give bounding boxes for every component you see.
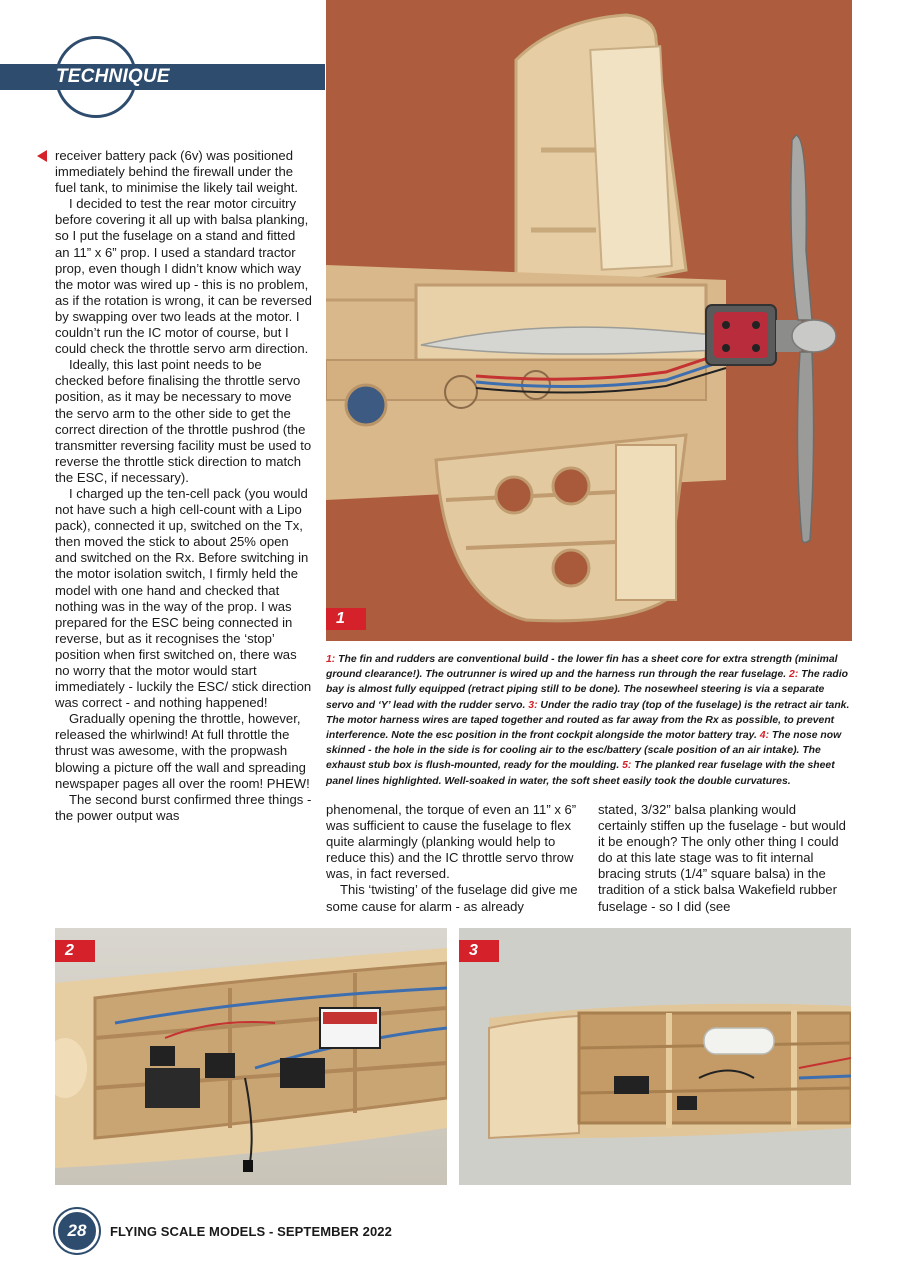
- paragraph: This ‘twisting’ of the fuselage did give me some cause for alarm - as already: [326, 882, 578, 914]
- paragraph: I charged up the ten-cell pack (you would not have such a high cell-count with a Lipo pack), connected it up, switched on the Tx, then moved the stick to about 25% open and switched on the Rx. Before switching in the motor isolation switch, I firmly held the model with one hand and checked that nothing was in the way of the prop. I was prepared for the ESC being connected in reverse, but as it recognises the ‘stop’ position when first switched on, there was no worry that the motor would start immediately - luckily the ESC/ stick direction was correct - and nothing happened!: [55, 485, 312, 711]
- caption-text: The radio bay is almost fully equipped (retract piping still to be done). The nosewheel steering is via a separate servo and ‘Y’ lead with the rudder servo.: [326, 669, 848, 711]
- caption-number: 3:: [528, 699, 538, 711]
- caption-text: The fin and rudders are conventional build - the lower fin has a sheet core for extra strength (minimal ground clearance!). The outrunner is wired up and the harness run through the rear fuselage.: [326, 654, 838, 681]
- body-column-right: [598, 802, 848, 915]
- caption-text: Under the radio tray (top of the fuselage) is the retract air tank. The motor harness wires are taped together and routed as far away from the Rx as possible, to prevent interference. Note the esc position in the front cockpit alongside the motor battery tray.: [326, 699, 850, 742]
- photo-number-badge: 2: [55, 940, 95, 962]
- caption-number: 4:: [759, 730, 770, 742]
- paragraph: Ideally, this last point needs to be checked before finalising the throttle servo position, as it may be necessary to move the servo arm to the other side to get the correct direction of the throttle pushrod (the transmitter reversing facility must be used to reverse the throttle stick direction to match the ESC, if necessary).: [55, 357, 312, 485]
- paragraph: Gradually opening the throttle, however, released the whirlwind! At full throttle the thrust was awesome, with the propwash blowing a picture off the wall and spreading newspaper pages all over the room! PHEW!: [55, 711, 310, 791]
- paragraph: stated, 3/32” balsa planking would certainly stiffen up the fuselage - but would it be enough? The only other thing I could do at this late stage was to fit internal bracing struts (1/4” square balsa) in the tradition of a stick balsa Wakefield rubber fuselage - so I did (see: [598, 802, 846, 914]
- continue-arrow-icon: [37, 150, 47, 162]
- caption-text: The nose now skinned - the hole in the side is for cooling air to the esc/battery (scale position of an air intake). The exhaust stub box is flush-mounted, ready for the moulding.: [326, 730, 842, 772]
- caption-number: 2:: [789, 669, 799, 681]
- body-column-left: [55, 148, 313, 824]
- paragraph: phenomenal, the torque of even an 11” x 6” was sufficient to cause the fuselage to flex quite alarmingly (planking would help to reduce this) and the IC throttle servo throw was, in fact reversed.: [326, 802, 577, 882]
- photo-under-radio-tray: [459, 928, 851, 1185]
- photo-caption: [326, 652, 852, 789]
- caption-number: 1:: [326, 654, 336, 665]
- photo-number-badge: 3: [459, 940, 499, 962]
- caption-number: 5:: [622, 760, 632, 772]
- photo-radio-bay: [55, 928, 447, 1185]
- photo-fin-and-rudders: [326, 0, 852, 641]
- paragraph: I decided to test the rear motor circuitry before covering it all up with balsa planking, so I put the fuselage on a stand and fitted an 11” x 6” prop. I used a standard tractor prop, even though I didn’t know which way the motor was wired up - this is no problem, as if the rotation is wrong, it can be reversed by swapping over two leads at the motor. I couldn’t run the IC motor of course, but I could check the throttle servo arm direction.: [55, 196, 312, 357]
- page-number: 28: [55, 1209, 99, 1253]
- section-label: TECHNIQUE: [56, 66, 170, 87]
- caption-text: The planked rear fuselage with the sheet panel lines highlighted. Well-soaked in water, the soft sheet easily took the double curvatures.: [326, 760, 835, 787]
- publication-footer: FLYING SCALE MODELS - SEPTEMBER 2022: [110, 1224, 392, 1239]
- paragraph: The second burst confirmed three things - the power output was: [55, 791, 312, 823]
- photo-number-badge: 1: [326, 608, 366, 630]
- body-column-middle: [326, 802, 586, 915]
- paragraph: receiver battery pack (6v) was positioned immediately behind the firewall under the fuel tank, to minimise the likely tail weight.: [55, 148, 299, 196]
